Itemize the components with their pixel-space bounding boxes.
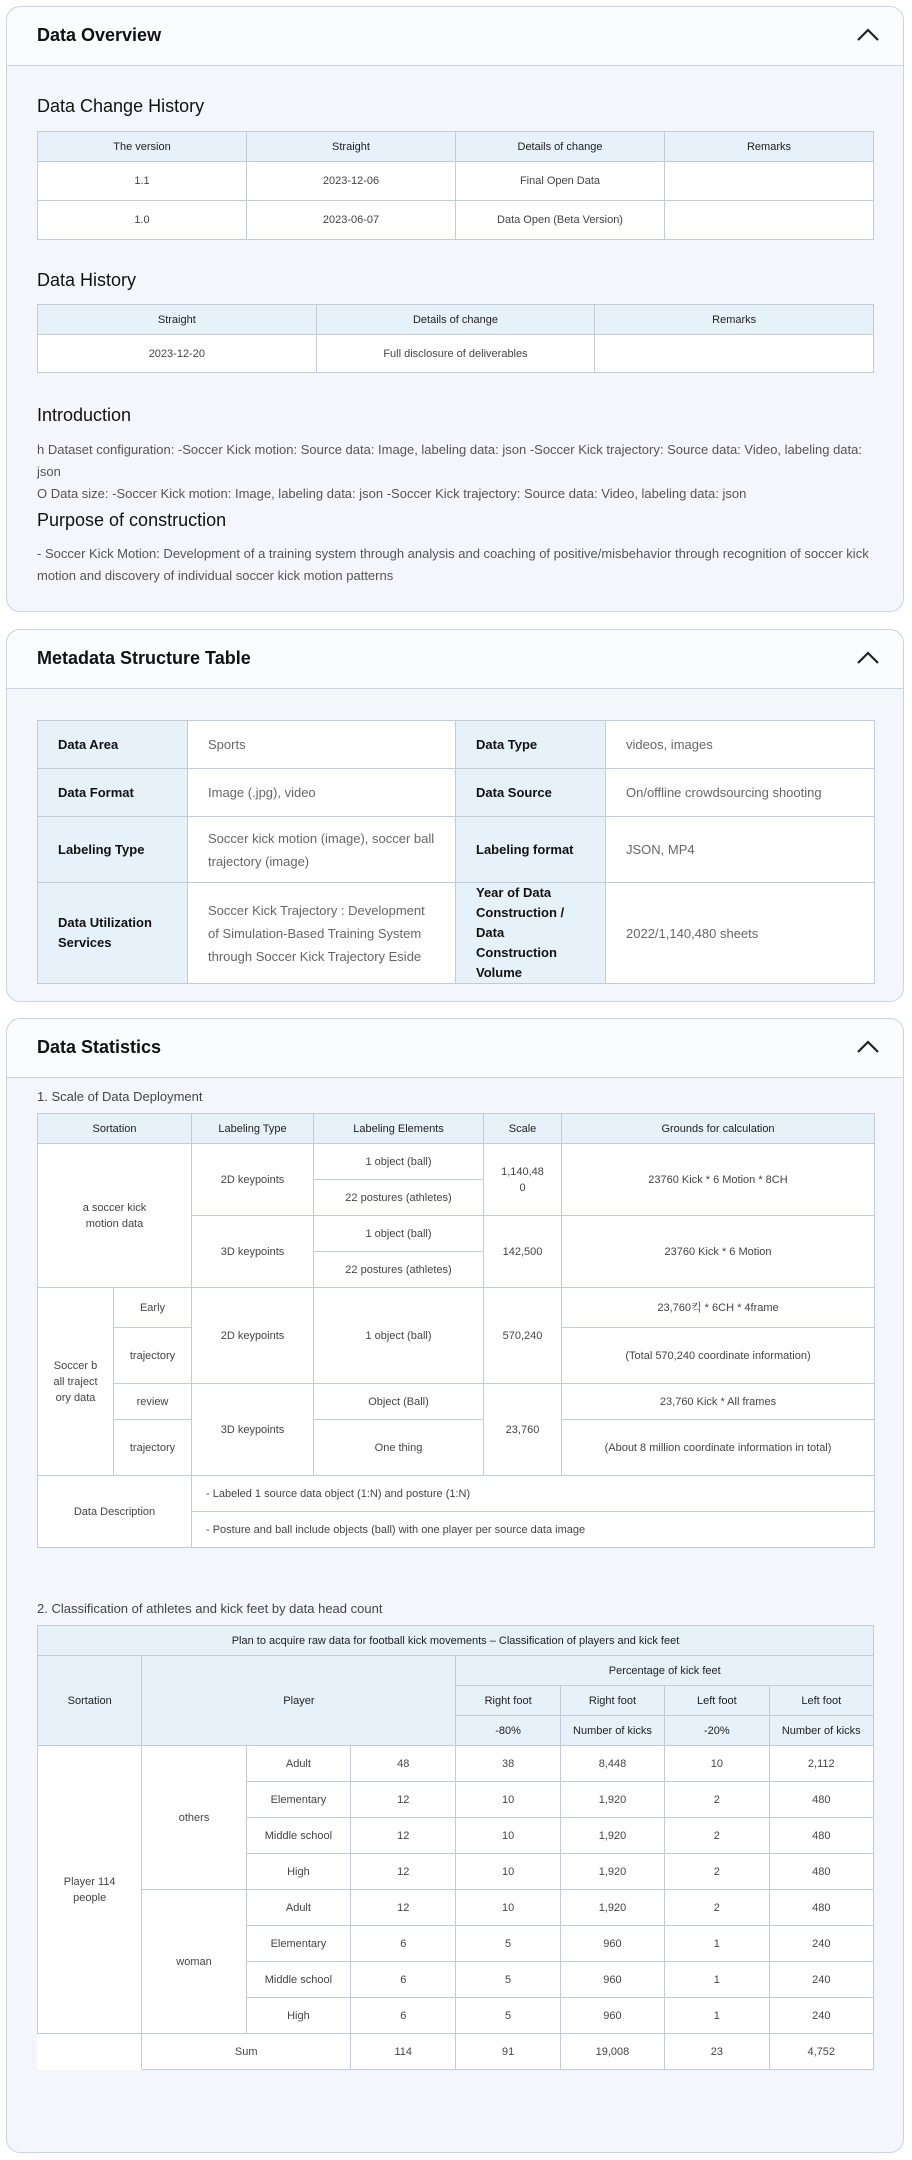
- table-cell: (Total 570,240 coordinate information): [562, 1328, 875, 1384]
- table-cell: Middle school: [246, 1962, 350, 1998]
- table-cell: 1.1: [38, 162, 247, 201]
- intro-line: h Dataset configuration: -Soccer Kick motion: Source data: Image, labeling data: json -Soccer Kick trajectory: Source data: Video, labeling data: json: [37, 442, 862, 479]
- introduction-text: [37, 439, 877, 505]
- table-cell: 1 object (ball): [314, 1288, 484, 1384]
- table-cell: 2,112: [769, 1746, 873, 1782]
- table-row: [38, 1288, 875, 1328]
- table-cell: Early: [114, 1288, 192, 1328]
- table-cell: - Labeled 1 source data object (1:N) and posture (1:N): [192, 1476, 875, 1512]
- table-cell: 142,500: [484, 1216, 562, 1288]
- meta-value: Soccer kick motion (image), soccer ball trajectory (image): [188, 817, 456, 883]
- table-cell: 91: [456, 2034, 560, 2070]
- table-row: [38, 1890, 874, 1926]
- table-cell: 48: [351, 1746, 456, 1782]
- table-header: Remarks: [665, 132, 874, 162]
- table-header: Left foot: [665, 1686, 769, 1716]
- table-row: [38, 1476, 875, 1512]
- table-cell: review: [114, 1384, 192, 1420]
- meta-key: Data Format: [38, 769, 188, 817]
- table-cell: 23760 Kick * 6 Motion: [562, 1216, 875, 1288]
- section-heading: Data Change History: [37, 96, 205, 116]
- empty-cell: [38, 2034, 142, 2070]
- table-cell: 2: [665, 1782, 769, 1818]
- change-history-table: [37, 131, 874, 240]
- table-cell: 23,760 Kick * All frames: [562, 1384, 875, 1420]
- meta-value: videos, images: [606, 721, 875, 769]
- table-row: [38, 883, 875, 984]
- table-cell: 23760 Kick * 6 Motion * 8CH: [562, 1144, 875, 1216]
- table-cell: woman: [142, 1890, 246, 2034]
- chevron-up-icon[interactable]: [855, 648, 881, 666]
- table-header: Remarks: [595, 305, 874, 335]
- section-heading: Purpose of construction: [37, 510, 227, 530]
- statistics-header[interactable]: [7, 1019, 903, 1078]
- panel-title: Data Overview: [37, 25, 162, 45]
- table-row: [38, 1746, 874, 1782]
- table-row: [38, 162, 874, 201]
- table-header: Details of change: [316, 305, 595, 335]
- table-cell: 8,448: [560, 1746, 664, 1782]
- table-cell: 1,920: [560, 1890, 664, 1926]
- meta-value: JSON, MP4: [606, 817, 875, 883]
- table-cell: 23,760: [484, 1384, 562, 1476]
- table-cell: trajectory: [114, 1420, 192, 1476]
- table-cell: Adult: [246, 1746, 350, 1782]
- chevron-up-icon[interactable]: [855, 1037, 881, 1055]
- table-row: [38, 335, 874, 373]
- table-cell: 240: [769, 1962, 873, 1998]
- table-cell: 480: [769, 1854, 873, 1890]
- table-header: Player: [142, 1656, 456, 1746]
- meta-key: Labeling format: [456, 817, 606, 883]
- table-cell: Full disclosure of deliverables: [316, 335, 595, 373]
- table-header: Straight: [247, 132, 456, 162]
- data-overview-panel: [6, 6, 904, 612]
- table-cell: 12: [351, 1890, 456, 1926]
- table-cell: Sum: [142, 2034, 351, 2070]
- table-cell: 12: [351, 1854, 456, 1890]
- table-cell: 2023-06-07: [247, 201, 456, 240]
- table-cell: Soccer ball trajectory data: [38, 1288, 114, 1476]
- table-header: Labeling Elements: [314, 1114, 484, 1144]
- table-cell: (About 8 million coordinate information in total): [562, 1420, 875, 1476]
- table-row: [38, 817, 875, 883]
- table-cell: 2D keypoints: [192, 1144, 314, 1216]
- table-cell: 10: [456, 1854, 560, 1890]
- meta-key: Data Area: [38, 721, 188, 769]
- table-cell: 38: [456, 1746, 560, 1782]
- table-header: -20%: [665, 1716, 769, 1746]
- table-row: [38, 721, 875, 769]
- table-cell: 480: [769, 1890, 873, 1926]
- classification-table: [37, 1625, 874, 2070]
- table-cell: 4,752: [769, 2034, 873, 2070]
- table-cell: 6: [351, 1962, 456, 1998]
- subsection-heading: 2. Classification of athletes and kick feet by data head count: [37, 1601, 383, 1616]
- table-header: Details of change: [456, 132, 665, 162]
- table-cell: Final Open Data: [456, 162, 665, 201]
- table-cell: 2D keypoints: [192, 1288, 314, 1384]
- table-cell: a soccer kick motion data: [38, 1144, 192, 1288]
- table-row: [38, 201, 874, 240]
- table-header: Right foot: [560, 1686, 664, 1716]
- table-cell: - Posture and ball include objects (ball) with one player per source data image: [192, 1512, 875, 1548]
- table-row: [38, 1144, 875, 1180]
- table-cell: 1,920: [560, 1854, 664, 1890]
- meta-key: Year of Data Construction / Data Construction Volume: [456, 883, 606, 984]
- meta-key: Data Type: [456, 721, 606, 769]
- table-cell: 1: [665, 1962, 769, 1998]
- data-statistics-panel: [6, 1018, 904, 2153]
- table-cell: 19,008: [560, 2034, 664, 2070]
- table-header: Sortation: [38, 1114, 192, 1144]
- table-cell: Middle school: [246, 1818, 350, 1854]
- table-row: [38, 769, 875, 817]
- table-cell: 3D keypoints: [192, 1216, 314, 1288]
- table-cell: One thing: [314, 1420, 484, 1476]
- table-header: Number of kicks: [769, 1716, 873, 1746]
- table-cell: 114: [351, 2034, 456, 2070]
- data-history-table: [37, 304, 874, 373]
- table-cell: 5: [456, 1962, 560, 1998]
- table-cell: High: [246, 1998, 350, 2034]
- table-cell: 960: [560, 1962, 664, 1998]
- panel-title: Metadata Structure Table: [37, 648, 251, 668]
- table-cell: 23: [665, 2034, 769, 2070]
- table-header: Percentage of kick feet: [456, 1656, 874, 1686]
- table-cell: 1,920: [560, 1818, 664, 1854]
- table-cell: Object (Ball): [314, 1384, 484, 1420]
- meta-value: Sports: [188, 721, 456, 769]
- meta-value: Soccer Kick Trajectory : Development of Simulation-Based Training System through Soccer Kick Trajectory Eside: [188, 883, 456, 984]
- table-cell: 5: [456, 1926, 560, 1962]
- table-cell: 1: [665, 1926, 769, 1962]
- table-cell: High: [246, 1854, 350, 1890]
- meta-value: Image (.jpg), video: [188, 769, 456, 817]
- table-cell: 1: [665, 1998, 769, 2034]
- table-cell: 1.0: [38, 201, 247, 240]
- purpose-text: - Soccer Kick Motion: Development of a training system through analysis and coaching of positive/misbehavior through recognition of soccer kick motion and discovery of individual soccer kick motion patterns: [37, 546, 869, 583]
- table-cell: Adult: [246, 1890, 350, 1926]
- table-cell: 22 postures (athletes): [314, 1252, 484, 1288]
- table-header: Labeling Type: [192, 1114, 314, 1144]
- subsection-heading: 1. Scale of Data Deployment: [37, 1089, 203, 1104]
- table-cell: 12: [351, 1782, 456, 1818]
- table-caption: Plan to acquire raw data for football kick movements – Classification of players and kick feet: [38, 1626, 874, 1656]
- meta-key: Data Utilization Services: [38, 883, 188, 984]
- table-cell: [665, 201, 874, 240]
- table-cell: 22 postures (athletes): [314, 1180, 484, 1216]
- table-cell: 480: [769, 1782, 873, 1818]
- intro-line: O Data size: -Soccer Kick motion: Image, labeling data: json -Soccer Kick trajectory: Source data: Video, labeling data: json: [37, 486, 747, 501]
- table-cell: 10: [665, 1746, 769, 1782]
- table-cell: Data Open (Beta Version): [456, 201, 665, 240]
- table-header: The version: [38, 132, 247, 162]
- table-cell: Elementary: [246, 1782, 350, 1818]
- metadata-table: [37, 720, 875, 984]
- table-row: [38, 1420, 875, 1476]
- metadata-header[interactable]: [7, 630, 903, 689]
- table-cell: 2023-12-06: [247, 162, 456, 201]
- table-header: -80%: [456, 1716, 560, 1746]
- table-cell: 12: [351, 1818, 456, 1854]
- panel-title: Data Statistics: [37, 1037, 162, 1057]
- table-cell: 570,240: [484, 1288, 562, 1384]
- table-cell: 6: [351, 1926, 456, 1962]
- table-cell: 10: [456, 1890, 560, 1926]
- table-header: Straight: [38, 305, 317, 335]
- table-cell: [665, 162, 874, 201]
- table-cell: [595, 335, 874, 373]
- table-cell: 2: [665, 1818, 769, 1854]
- table-header: Grounds for calculation: [562, 1114, 875, 1144]
- meta-value: On/offline crowdsourcing shooting: [606, 769, 875, 817]
- meta-key: Labeling Type: [38, 817, 188, 883]
- table-header: Number of kicks: [560, 1716, 664, 1746]
- table-cell: 2023-12-20: [38, 335, 317, 373]
- table-cell: 1 object (ball): [314, 1216, 484, 1252]
- meta-key: Data Source: [456, 769, 606, 817]
- meta-value: 2022/1,140,480 sheets: [606, 883, 875, 984]
- table-cell: 240: [769, 1926, 873, 1962]
- table-cell: 2: [665, 1854, 769, 1890]
- table-cell: 23,760킥 * 6CH * 4frame: [562, 1288, 875, 1328]
- chevron-up-icon[interactable]: [855, 25, 881, 43]
- section-heading: Introduction: [37, 405, 132, 425]
- table-cell: Player 114 people: [38, 1746, 142, 2034]
- table-cell: Elementary: [246, 1926, 350, 1962]
- table-cell: 10: [456, 1818, 560, 1854]
- table-cell: 3D keypoints: [192, 1384, 314, 1476]
- table-cell: Data Description: [38, 1476, 192, 1548]
- table-cell: 960: [560, 1998, 664, 2034]
- table-cell: 6: [351, 1998, 456, 2034]
- table-cell: 960: [560, 1926, 664, 1962]
- data-overview-header[interactable]: [7, 7, 903, 66]
- table-row: [38, 1384, 875, 1420]
- table-cell: others: [142, 1746, 246, 1890]
- table-cell: 10: [456, 1782, 560, 1818]
- table-cell: 5: [456, 1998, 560, 2034]
- table-cell: trajectory: [114, 1328, 192, 1384]
- scale-table: [37, 1113, 875, 1548]
- table-cell: 1,920: [560, 1782, 664, 1818]
- table-header: Left foot: [769, 1686, 873, 1716]
- metadata-panel: [6, 629, 904, 1002]
- table-row: [38, 2034, 874, 2070]
- table-header: Right foot: [456, 1686, 560, 1716]
- table-cell: 240: [769, 1998, 873, 2034]
- table-cell: 2: [665, 1890, 769, 1926]
- table-cell: 1,140,480: [484, 1144, 562, 1216]
- section-heading: Data History: [37, 270, 137, 290]
- table-cell: 480: [769, 1818, 873, 1854]
- table-header: Scale: [484, 1114, 562, 1144]
- table-cell: 1 object (ball): [314, 1144, 484, 1180]
- table-header: Sortation: [38, 1656, 142, 1746]
